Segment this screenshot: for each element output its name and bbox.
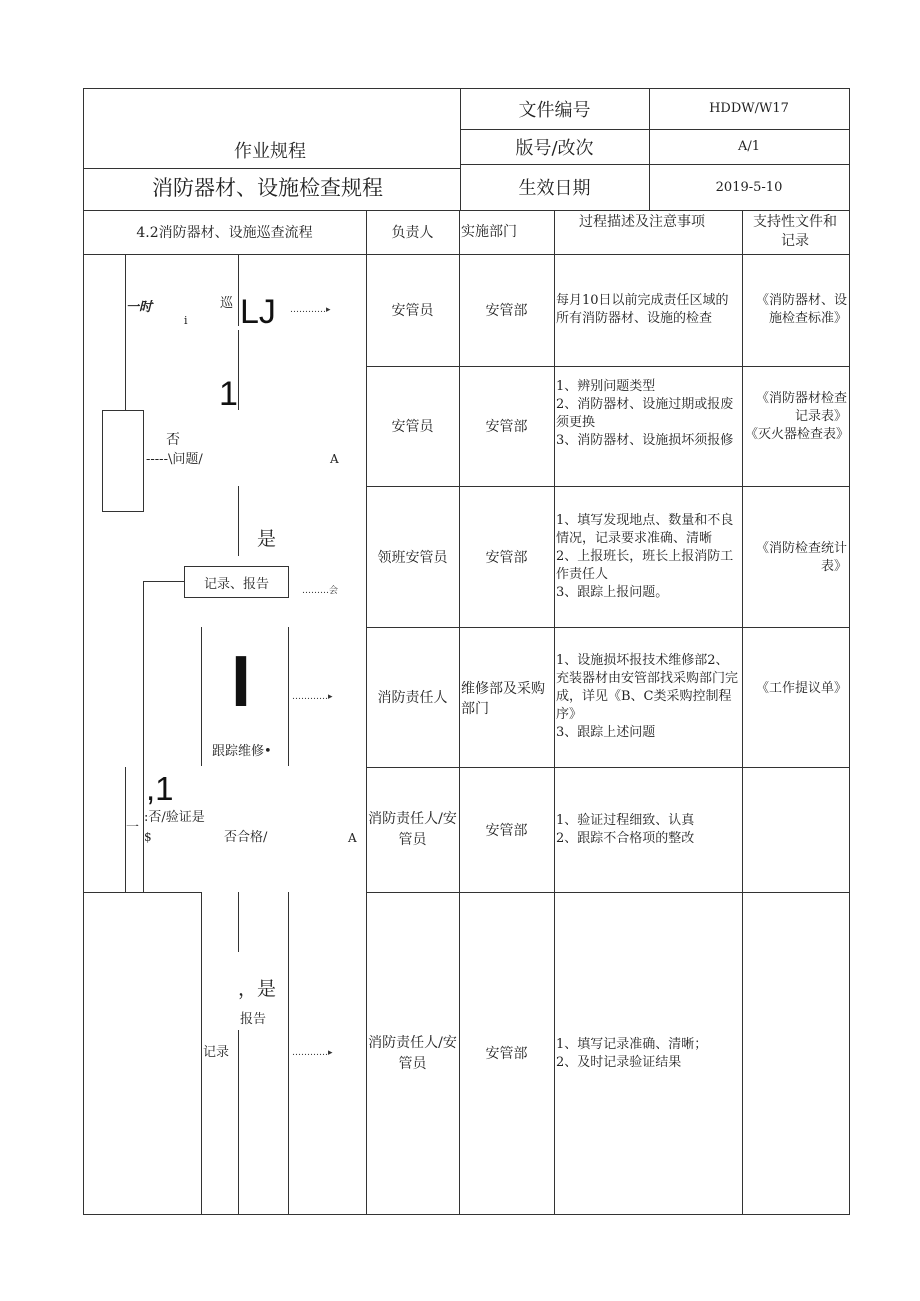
row1-owner: 安管员	[391, 303, 434, 319]
col-div-desc	[742, 210, 743, 1214]
version-label: 版号/改次	[515, 137, 594, 159]
flow-report-text: 报告	[240, 1012, 267, 1027]
row2-support: 《消防器材检查记录表》 《灭火器检查表》	[745, 391, 850, 442]
file-no-label: 文件编号	[518, 99, 591, 121]
flow-dash-text: 一	[126, 820, 140, 835]
flow-bracket-box	[102, 410, 144, 512]
row3-owner: 领班安管员	[377, 549, 448, 566]
row4-owner: 消防责任人	[377, 690, 448, 706]
effective-value: 2019-5-10	[715, 179, 783, 195]
flow-line-a	[125, 254, 126, 410]
flow-time-text: 一时	[126, 300, 153, 315]
col-header-owner: 负责人	[391, 225, 434, 241]
frame-left	[83, 88, 84, 1214]
flow-record-report-box: 记录、报告	[184, 566, 289, 598]
row4-desc: 1、设施损坏报技术维修部2、充装器材由安管部找采购部门完成，详见《B、C类采购控制程序》 3、跟踪上述问题	[556, 653, 739, 740]
flow-one-glyph: 1	[219, 375, 238, 413]
effective-label: 生效日期	[518, 178, 591, 199]
doc-title: 作业规程	[234, 141, 306, 162]
flow-arrow-1: …………▸	[290, 305, 331, 315]
row6-desc: 1、填写记录准确、清晰； 2、及时记录验证结果	[556, 1037, 708, 1070]
flow-a-text-2: A	[348, 831, 357, 845]
flow-verify-text: :否/验证是	[144, 810, 205, 825]
flow-comma-one-glyph: ,1	[146, 770, 174, 807]
version-value: A/1	[737, 139, 761, 154]
flow-line-e	[143, 581, 144, 893]
row2-owner: 安管员	[391, 419, 434, 435]
flow-line-d	[238, 486, 239, 556]
flow-line-m	[83, 892, 201, 893]
flow-track-text: 跟踪维修•	[212, 744, 272, 759]
file-no-value: HDDW/W17	[709, 101, 789, 116]
flow-bar-glyph: I	[231, 642, 252, 722]
flow-problem-text: -----\问题/	[146, 452, 203, 467]
row5-dept: 安管部	[485, 822, 528, 839]
col-header-desc: 过程描述及注意事项	[579, 214, 705, 230]
flow-i-text: i	[184, 314, 188, 327]
flow-yes-text-2: ，是	[238, 978, 277, 1000]
row3-dept: 安管部	[485, 549, 528, 566]
flow-pass-text: 否合格/	[224, 830, 268, 845]
header-line-3	[83, 168, 461, 169]
row1-desc: 每月10日以前完成责任区域的所有消防器材、设施的检查	[556, 293, 729, 326]
flow-lj-glyph: LJ	[240, 293, 276, 331]
row6-owner: 消防责任人/安管员	[368, 1035, 457, 1072]
procedure-title: 消防器材、设施检查规程	[152, 176, 383, 200]
row1-support: 《消防器材、设施检查标准》	[755, 293, 847, 326]
flow-dollar-text: $	[144, 830, 152, 844]
flow-line-n	[143, 581, 185, 582]
flow-line-h	[288, 627, 289, 766]
col-header-dept: 实施部门	[461, 224, 517, 240]
row1-dept: 安管部	[485, 303, 528, 319]
col-header-support: 支持性文件和记录	[753, 214, 837, 249]
flow-arrow-4: …………▸	[292, 1048, 333, 1058]
row5-desc: 1、验证过程细致、认真 2、跟踪不合格项的整改	[556, 813, 695, 846]
row6-dept: 安管部	[485, 1046, 528, 1062]
flow-line-i	[201, 892, 202, 1214]
flow-line-k	[238, 1030, 239, 1214]
flow-xun-text: 巡	[220, 296, 234, 311]
row-sep-5	[366, 892, 850, 893]
flow-no-text: 否	[166, 432, 180, 448]
flow-line-l	[288, 892, 289, 1214]
frame-right	[849, 88, 850, 1214]
row2-desc: 1、辨别问题类型 2、消防器材、设施过期或报废须更换 3、消防器材、设施损坏须报修	[556, 379, 734, 448]
flow-yes-text: 是	[257, 528, 277, 550]
flow-arrow-3: …………▸	[292, 692, 333, 702]
row4-dept: 维修部及采购部门	[461, 681, 545, 717]
flow-record-text: 记录	[203, 1045, 230, 1060]
row4-support: 《工作提议单》	[755, 681, 847, 696]
flow-line-g	[201, 627, 202, 766]
flow-line-b	[238, 254, 239, 326]
row2-dept: 安管部	[485, 419, 528, 435]
flow-arrow-2: ………会	[302, 586, 339, 596]
frame-bottom	[83, 1214, 850, 1215]
flow-line-c	[238, 330, 239, 410]
row3-desc: 1、填写发现地点、数量和不良情况，记录要求准确、清晰 2、上报班长，班长上报消防工作责任人 3、跟踪上报问题。	[556, 513, 734, 600]
flow-line-j	[238, 892, 239, 952]
col-div-dept	[554, 210, 555, 1214]
col-header-flow: 4.2消防器材、设施巡查流程	[136, 225, 313, 241]
row3-support: 《消防检查统计表》	[755, 541, 847, 574]
row5-owner: 消防责任人/安管员	[368, 810, 457, 848]
flow-a-text-1: A	[330, 452, 339, 466]
